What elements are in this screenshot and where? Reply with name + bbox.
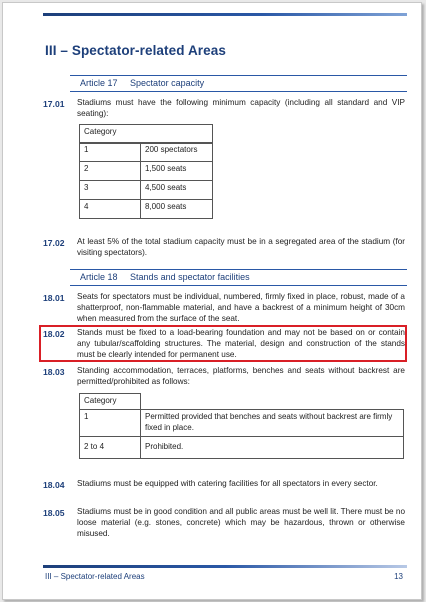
article-title: Spectator capacity [130, 78, 205, 88]
table-row [80, 437, 404, 459]
paragraph-number: 18.05 [43, 508, 65, 518]
paragraph-18-01: Seats for spectators must be individual, numbered, firmly fixed in place, robust, made of a shatterproof, non-flammable material, and have a backrest of a minimum height of 30cm when measured from the surface of the seat. [77, 292, 405, 323]
article-17-heading [70, 75, 407, 92]
paragraph-number: 18.02 [43, 329, 65, 339]
table-row [80, 143, 213, 162]
table-cell: 4,500 seats [141, 181, 213, 200]
paragraph-number: 17.01 [43, 99, 65, 109]
table-cell: 1,500 seats [141, 162, 213, 181]
table-row [80, 410, 404, 437]
table-header-row [80, 394, 404, 410]
table-row [80, 200, 213, 219]
table-row [80, 181, 213, 200]
table-cell: 1 [80, 410, 141, 437]
page-number: 13 [394, 572, 403, 581]
red-highlight-box [39, 325, 407, 362]
table-cell: 3 [80, 181, 141, 200]
paragraph-18-04: Stadiums must be equipped with catering facilities for all spectators in every sector. [77, 479, 378, 488]
table-cell: 1 [80, 143, 141, 162]
header-rule [43, 13, 407, 16]
footer-rule [43, 565, 407, 568]
article-title: Stands and spectator facilities [130, 272, 250, 282]
standing-table [79, 393, 404, 459]
paragraph-18-05: Stadiums must be in good condition and all public areas must be well lit. There must be no loose material (e.g. stones, concrete) which may be hazardous, thrown or otherwise misused. [77, 507, 405, 538]
table-header: Category [80, 394, 141, 410]
footer-section-title: III – Spectator-related Areas [45, 572, 145, 581]
paragraph-number: 18.01 [43, 293, 65, 303]
table-cell: 2 to 4 [80, 437, 141, 459]
paragraph-17-01: Stadiums must have the following minimum capacity (including all standard and VIP seating): [77, 98, 405, 118]
table-cell: Prohibited. [141, 437, 404, 459]
section-title: III – Spectator-related Areas [45, 43, 226, 58]
paragraph-number: 17.02 [43, 238, 65, 248]
paragraph-17-02: At least 5% of the total stadium capacity must be in a segregated area of the stadium (for visiting spectators). [77, 237, 405, 257]
paragraph-18-02: Stands must be fixed to a load-bearing foundation and may not be based on or contain any tubular/scaffolding structures. The material, design and construction of the stands must be clearly intended for permanent use. [77, 328, 405, 359]
table-cell: 4 [80, 200, 141, 219]
table-row [80, 162, 213, 181]
table-header-row [80, 125, 213, 144]
capacity-table [79, 124, 213, 144]
table-cell-empty [141, 394, 404, 410]
table-cell: 8,000 seats [141, 200, 213, 219]
table-cell: Permitted provided that benches and seats without backrest are firmly fixed in place. [141, 410, 404, 437]
paragraph-number: 18.03 [43, 367, 65, 377]
table-header: Category [80, 125, 213, 144]
table-cell: 200 spectators [141, 143, 213, 162]
paragraph-18-03: Standing accommodation, terraces, platforms, benches and seats without backrest are permitted/prohibited as follows: [77, 366, 405, 386]
article-number: Article 18 [80, 272, 118, 282]
article-number: Article 17 [80, 78, 118, 88]
capacity-table-body [79, 142, 213, 219]
table-cell: 2 [80, 162, 141, 181]
document-page [2, 2, 422, 600]
article-18-heading [70, 269, 407, 286]
paragraph-number: 18.04 [43, 480, 65, 490]
